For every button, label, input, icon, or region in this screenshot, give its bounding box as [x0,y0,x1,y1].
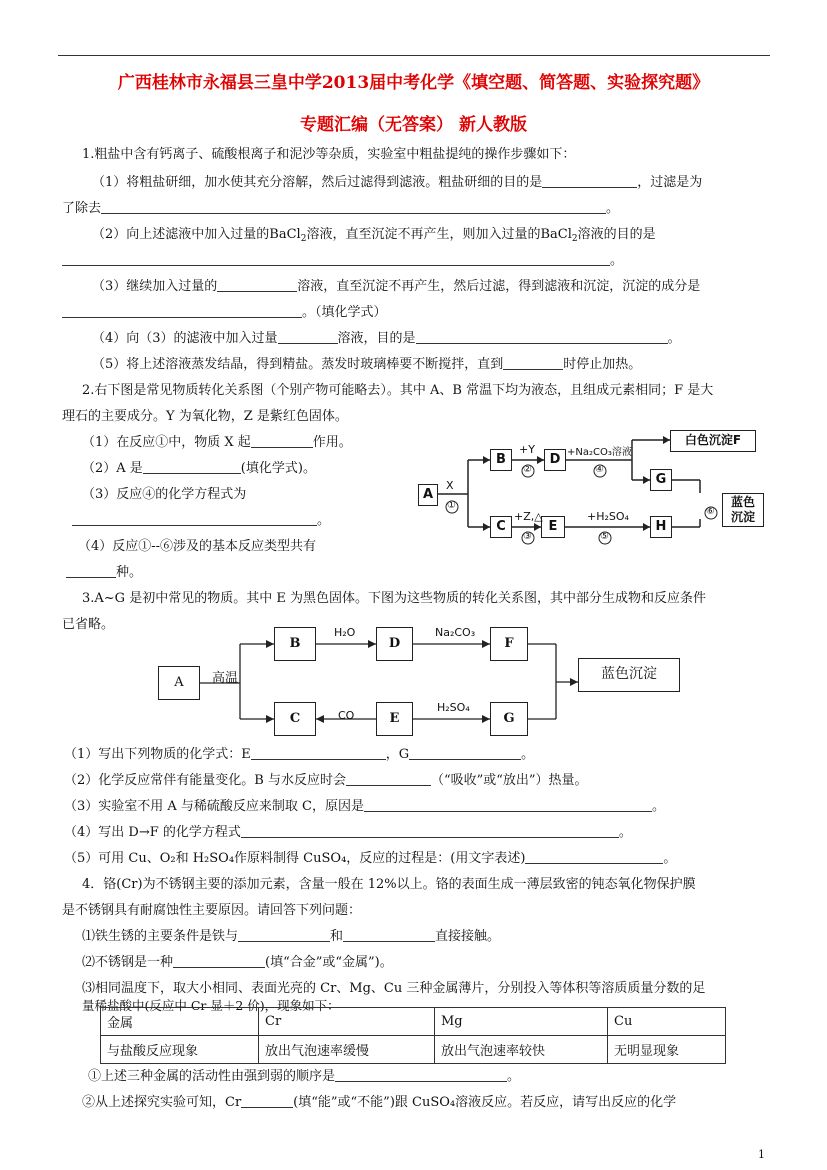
q4-part3-a: ⑶相同温度下，取大小相同、表面光亮的 Cr、Mg、Cu 三种金属薄片，分别投入等体积等溶质质量分数的足 [82,981,706,996]
q3-part4: （4）写出 D→F 的化学方程式 。 [64,825,632,840]
table-cell: 与盐酸反应现象 [101,1036,259,1064]
q2-label-r1: ① [447,500,456,511]
q3-node-f: F [490,627,528,661]
q4-sub2: ②从上述探究实验可知，Cr (填“能”或“不能”)跟 CuSO₄溶液反应。若反应，请写出反应的化学 [82,1095,677,1110]
q1-part4: （4）向（3）的滤液中加入过量 溶液，目的是 。 [92,331,681,346]
q2-label-na2co3: +Na₂CO₃溶液 [567,447,632,458]
table-row [101,1036,726,1064]
q3-label-na2co3: Na₂CO₃ [435,626,476,639]
title-line-1: 广西桂林市永福县三皇中学2013届中考化学《填空题、简答题、实验探究题》 [117,73,710,93]
q3-label-h2o: H₂O [334,626,356,639]
q2-node-b: B [490,449,512,471]
q2-label-r5: ⑤ [600,531,609,542]
q2-part3-blank: 。 [72,512,330,530]
q1-part2-blank: 。 [62,252,623,270]
table-cell: 无明显现象 [608,1036,726,1064]
q2-intro-1: 2.右下图是常见物质转化关系图（个别产物可能略去）。其中 A、B 常温下均为液态，且组成元素相同；F 是大 [82,383,714,398]
table-cell: 放出气泡速率较快 [435,1036,608,1064]
q3-node-d: D [376,627,413,661]
q2-label-y: +Y [519,443,535,456]
q1-part1-cont: 了除去 。 [62,201,620,216]
q2-node-d: D [544,449,566,471]
q3-node-e: E [376,702,413,736]
q1-part3-cont: 。（填化学式） [62,304,387,322]
q4-part3-b: 量稀盐酸中(反应中 Cr 显＋2 价)，现象如下： [82,998,340,1013]
q2-part1: （1）在反应①中，物质 X 起 作用。 [82,435,352,450]
q2-part3: （3）反应④的化学方程式为 [82,487,247,502]
q4-part2: ⑵不锈钢是一种 (填“合金”或“金属”)。 [82,955,393,970]
q2-label-r3: ③ [523,531,532,542]
q3-node-c: C [274,702,316,736]
table-cell: 放出气泡速率缓慢 [259,1036,435,1064]
q3-intro-2: 已省略。 [62,617,115,632]
q3-part2: （2）化学反应常伴有能量变化。B 与水反应时会 （“吸收”或“放出”）热量。 [64,773,588,788]
q2-label-z: +Z,△ [514,510,543,523]
q3-label-h2so4: H₂SO₄ [437,701,470,714]
metal-reaction-table [100,1007,726,1064]
q3-label-gaowen: 高温 [212,671,239,686]
q2-node-g: G [650,469,672,491]
q2-label-r2: ② [523,464,532,475]
q2-label-r6: ⑥ [706,506,715,517]
q4-part1: ⑴铁生锈的主要条件是铁与 和 直接接触。 [82,929,501,944]
q3-label-co: CO [338,709,355,722]
q3-node-b: B [274,627,316,661]
q3-part5: （5）可用 Cu、O₂和 H₂SO₄作原料制得 CuSO₄，反应的过程是：(用文字表述) 。 [64,851,677,866]
q1-part2: （2）向上述滤液中加入过量的BaCl$_2$溶液，直至沉淀不再产生，则加入过量的BaCl$_2$溶液的目的是 [92,227,656,244]
q2-part4: （4）反应①--⑥涉及的基本反应类型共有 [78,539,317,554]
q3-node-g: G [490,702,528,736]
q4-intro-2: 是不锈钢具有耐腐蚀性主要原因。请回答下列问题： [62,903,362,918]
q2-part4-cont: 种。 [66,564,142,582]
table-cell: 金属 [101,1008,259,1036]
table-cell: Cu [608,1008,726,1036]
q2-part2: （2）A 是 (填化学式)。 [82,461,316,476]
q3-node-a: A [158,666,200,700]
q3-node-blue-precipitate: 蓝色沉淀 [578,658,680,692]
q4-sub1: ①上述三种金属的活动性由强到弱的顺序是 。 [88,1069,521,1084]
q2-label-h2so4: +H₂SO₄ [587,510,629,523]
q4-intro-1: 4．铬(Cr)为不锈钢主要的添加元素，含量一般在 12%以上。铬的表面生成一薄层致密的钝态氧化物保护膜 [82,877,696,892]
page-number: 1 [758,1148,765,1161]
q2-node-a: A [418,484,438,506]
q1-intro: 1.粗盐中含有钙离子、硫酸根离子和泥沙等杂质，实验室中粗盐提纯的操作步骤如下： [82,147,576,162]
q2-label-x: X [446,479,454,492]
q2-label-r4: ④ [595,464,604,475]
q2-intro-2: 理石的主要成分。Y 为氧化物，Z 是紫红色固体。 [62,409,348,424]
table-row [101,1008,726,1036]
q3-intro-1: 3.A~G 是初中常见的物质。其中 E 为黑色固体。下图为这些物质的转化关系图，其中部分生成物和反应条件 [82,591,706,606]
q3-part1: （1）写出下列物质的化学式：E ，G 。 [64,747,535,762]
q2-node-c: C [490,516,512,538]
q1-part1: （1）将粗盐研细，加水使其充分溶解，然后过滤得到滤液。粗盐研细的目的是 ，过滤是为 [92,175,703,190]
q3-part3: （3）实验室不用 A 与稀硫酸反应来制取 C，原因是 。 [64,799,666,814]
q2-node-e: E [541,516,565,538]
q1-part3: （3）继续加入过量的 溶液，直至沉淀不再产生，然后过滤，得到滤液和沉淀，沉淀的成分是 [92,279,701,294]
title-line-2: 专题汇编（无答案） 新人教版 [300,115,527,135]
q2-node-h: H [650,516,672,538]
table-cell: Mg [435,1008,608,1036]
q2-node-white-precipitate: 白色沉淀F [670,430,756,452]
table-cell: Cr [259,1008,435,1036]
q2-node-blue-precipitate: 蓝色沉淀 [722,493,764,527]
q1-part5: （5）将上述溶液蒸发结晶，得到精盐。蒸发时玻璃棒要不断搅拌，直到 时停止加热。 [92,357,642,372]
